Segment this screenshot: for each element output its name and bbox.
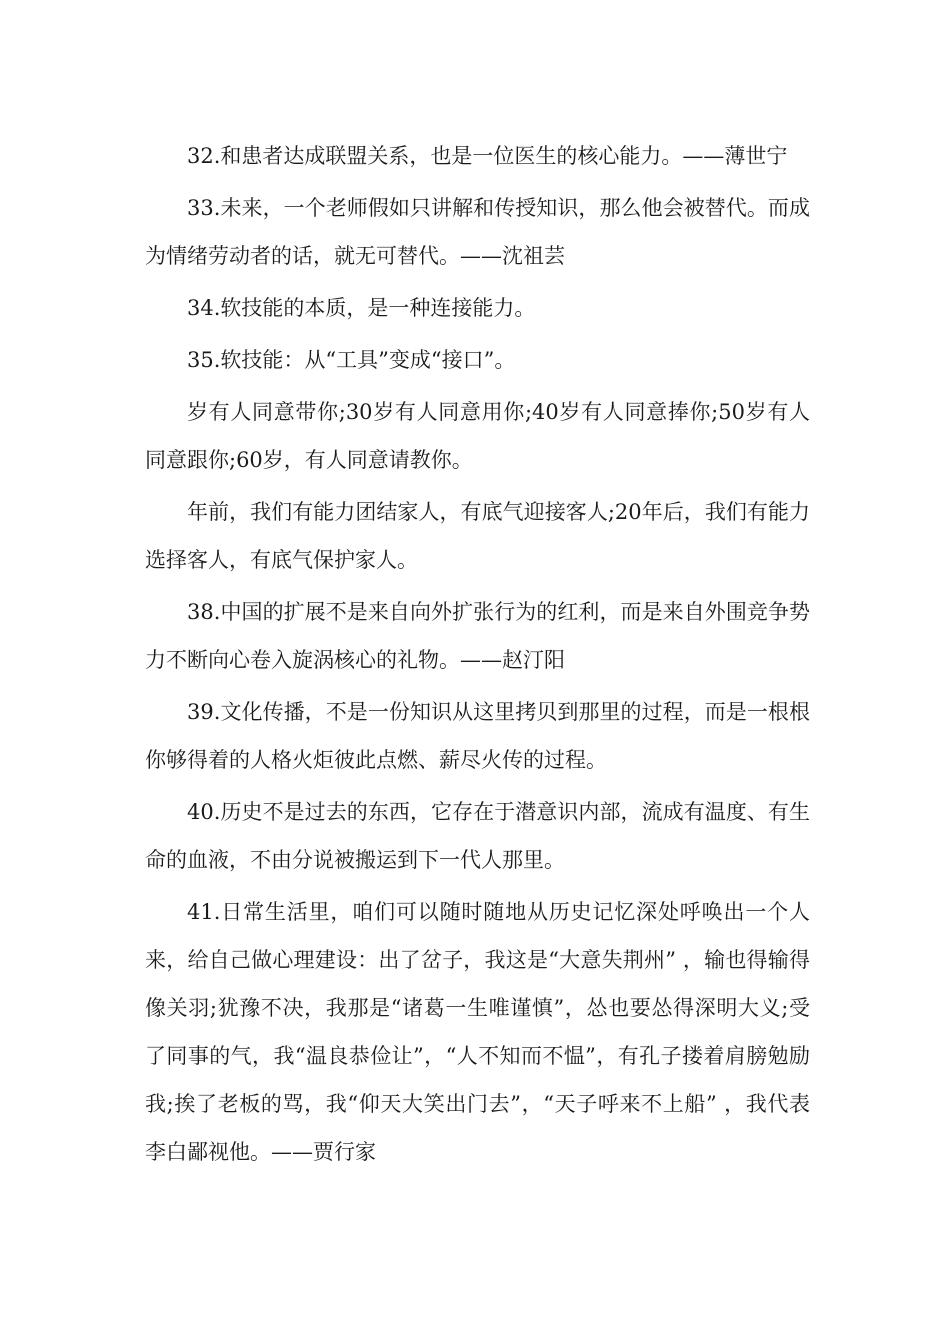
paragraph-37: 年前，我们有能力团结家人，有底气迎接客人;20年后，我们有能力选择客人，有底气保护家人。 bbox=[145, 500, 810, 572]
paragraph-41: 41.日常生活里，咱们可以随时随地从历史记忆深处呼唤出一个人来，给自己做心理建设：出了岔子，我这是“大意失荆州” ，输也得输得像关羽;犹豫不决，我那是“诸葛一生唯谨慎”，怂也要怂得深明大义;受了同事的气，我“温良恭俭让”，“人不知而不愠”，有孔子搂着肩膀勉励我;挨了老板的骂，我“仰天大笑出门去”，“天子呼来不上船” ，我代表李白鄙视他。——贾行家 bbox=[145, 900, 810, 1164]
document-body bbox=[145, 132, 810, 1180]
paragraph-35: 35.软技能：从“工具”变成“接口”。 bbox=[187, 348, 516, 372]
paragraph-32: 32.和患者达成联盟关系，也是一位医生的核心能力。——薄世宁 bbox=[187, 144, 788, 168]
paragraph-39: 39.文化传播，不是一份知识从这里拷贝到那里的过程，而是一根根你够得着的人格火炬彼此点燃、薪尽火传的过程。 bbox=[145, 700, 810, 772]
paragraph-40: 40.历史不是过去的东西，它存在于潜意识内部，流成有温度、有生命的血液，不由分说被搬运到下一代人那里。 bbox=[145, 800, 810, 872]
paragraph-33: 33.未来，一个老师假如只讲解和传授知识，那么他会被替代。而成为情绪劳动者的话，就无可替代。——沈祖芸 bbox=[145, 196, 810, 268]
paragraph-36: 岁有人同意带你;30岁有人同意用你;40岁有人同意捧你;50岁有人同意跟你;60岁，有人同意请教你。 bbox=[145, 400, 810, 472]
paragraph-34: 34.软技能的本质，是一种连接能力。 bbox=[187, 296, 536, 320]
paragraph-38: 38.中国的扩展不是来自向外扩张行为的红利，而是来自外围竞争势力不断向心卷入旋涡核心的礼物。——赵汀阳 bbox=[145, 600, 810, 672]
